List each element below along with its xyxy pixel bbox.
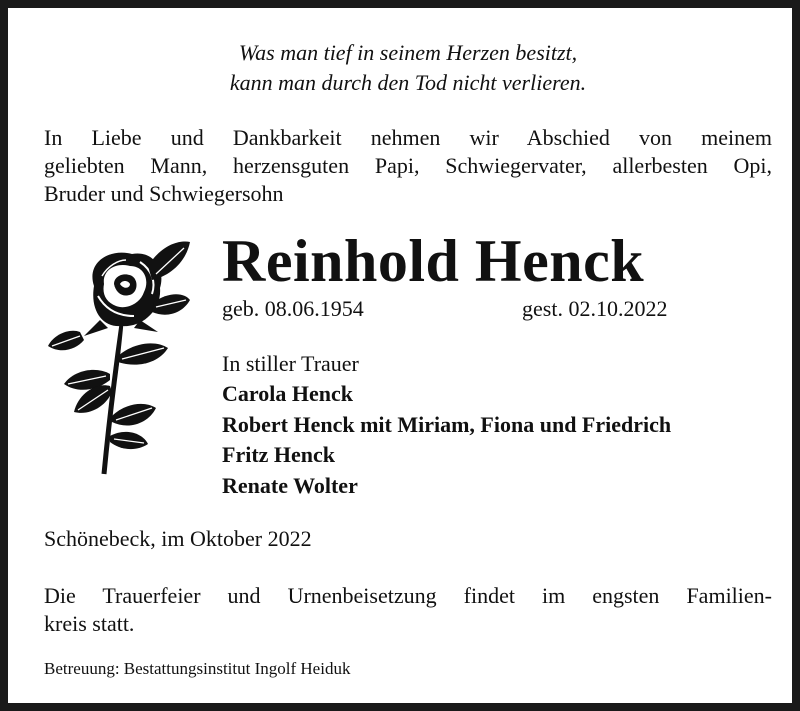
mourner-name: Robert Henck mit Miriam, Fiona und Friedrich — [222, 411, 672, 437]
intro-text — [44, 124, 772, 208]
birth-date: geb. 08.06.1954 — [222, 296, 364, 321]
rose-icon — [44, 236, 194, 476]
death-date: gest. 02.10.2022 — [522, 296, 668, 321]
place-date: Schönebeck, im Oktober 2022 — [44, 526, 312, 551]
mourner-name: Carola Henck — [222, 381, 353, 406]
intro-line-2: geliebten Mann, herzensguten Papi, Schwiegervater, allerbesten Opi, — [44, 153, 772, 178]
service-line-2: kreis statt. — [44, 611, 135, 636]
mourner-name: Fritz Henck — [222, 442, 336, 467]
service-line-1: Die Trauerfeier und Urnenbeisetzung findet im engsten Familien- — [44, 583, 772, 608]
quote-line-2: kann man durch den Tod nicht verlieren. — [229, 70, 587, 95]
quote-line-1: Was man tief in seinem Herzen besitzt, — [238, 40, 578, 65]
funeral-home-credit: Betreuung: Bestattungsinstitut Ingolf Heiduk — [44, 659, 351, 678]
deceased-name: Reinhold Henck — [222, 228, 645, 294]
mourner-name: Renate Wolter — [222, 472, 358, 498]
mourning-heading: In stiller Trauer — [222, 351, 359, 376]
intro-line-3: Bruder und Schwiegersohn — [44, 181, 284, 206]
intro-line-1: In Liebe und Dankbarkeit nehmen wir Abschied von meinem — [44, 125, 772, 150]
service-notice — [44, 582, 772, 638]
mourners-list — [222, 379, 671, 501]
